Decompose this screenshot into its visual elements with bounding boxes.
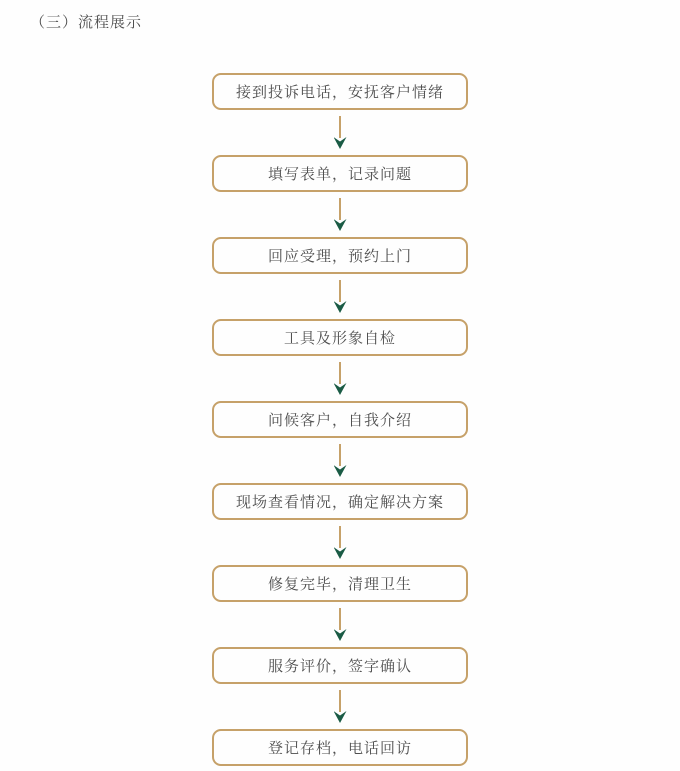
arrow-stem <box>339 608 341 630</box>
arrow-stem <box>339 198 341 220</box>
flow-step-box: 登记存档，电话回访 <box>212 729 468 766</box>
arrow-stem <box>339 280 341 302</box>
flow-step-box: 修复完毕，清理卫生 <box>212 565 468 602</box>
arrow-head <box>334 383 347 395</box>
arrow-stem <box>339 690 341 712</box>
down-arrow-icon <box>334 438 347 483</box>
arrow-stem <box>339 444 341 466</box>
flow-step-box: 填写表单，记录问题 <box>212 155 468 192</box>
arrow-head <box>334 301 347 313</box>
arrow-stem <box>339 362 341 384</box>
arrow-head <box>334 137 347 149</box>
down-arrow-icon <box>334 356 347 401</box>
flow-step-box: 回应受理，预约上门 <box>212 237 468 274</box>
page-title: （三）流程展示 <box>30 14 143 31</box>
arrow-head <box>334 547 347 559</box>
arrow-head <box>334 465 347 477</box>
arrow-head <box>334 219 347 231</box>
down-arrow-icon <box>334 602 347 647</box>
flow-step-box: 接到投诉电话，安抚客户情绪 <box>212 73 468 110</box>
arrow-head <box>334 711 347 723</box>
flowchart <box>0 73 680 766</box>
arrow-stem <box>339 526 341 548</box>
flow-step-box: 问候客户，自我介绍 <box>212 401 468 438</box>
down-arrow-icon <box>334 192 347 237</box>
flow-step-box: 现场查看情况，确定解决方案 <box>212 483 468 520</box>
arrow-stem <box>339 116 341 138</box>
flow-step-box: 服务评价，签字确认 <box>212 647 468 684</box>
down-arrow-icon <box>334 684 347 729</box>
flow-step-box: 工具及形象自检 <box>212 319 468 356</box>
down-arrow-icon <box>334 110 347 155</box>
down-arrow-icon <box>334 274 347 319</box>
down-arrow-icon <box>334 520 347 565</box>
arrow-head <box>334 629 347 641</box>
